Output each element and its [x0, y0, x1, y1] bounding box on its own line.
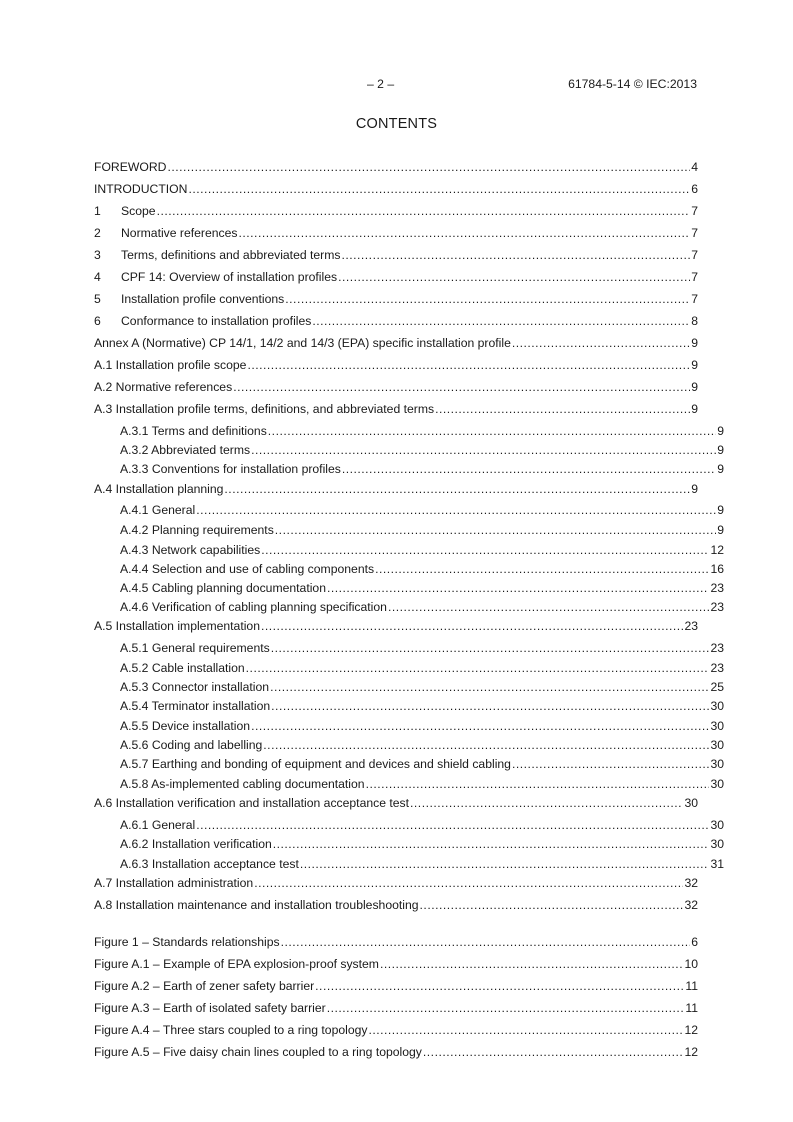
toc-entry-title: A.4.4 Selection and use of cabling components [120, 562, 375, 576]
toc-subentry[interactable] [94, 579, 724, 595]
dot-leader [338, 270, 690, 284]
toc-entry-number: 1 [94, 204, 101, 218]
toc-entry-number: 3 [94, 248, 101, 262]
dot-leader [263, 738, 709, 752]
figure-entry[interactable] [94, 933, 698, 949]
toc-entry-page: 30 [684, 796, 698, 810]
toc-entry-page: 12 [710, 543, 724, 557]
toc-subentry[interactable] [94, 560, 724, 576]
dot-leader [251, 719, 709, 733]
toc-subentry[interactable] [94, 816, 724, 832]
dot-leader [366, 777, 710, 791]
toc-entry-page: 7 [691, 204, 698, 218]
toc-entry[interactable] [94, 290, 698, 306]
toc-entry-title: A.4.1 General [120, 503, 196, 517]
toc-entry-title: Conformance to installation profiles [121, 314, 312, 328]
dot-leader [254, 876, 683, 890]
toc-entry[interactable] [94, 378, 698, 394]
dot-leader [300, 857, 710, 871]
dot-leader [327, 1001, 685, 1015]
toc-entry-page: 9 [717, 424, 724, 438]
toc-entry-title: A.6.3 Installation acceptance test [120, 857, 299, 871]
toc-subentry[interactable] [94, 835, 724, 851]
dot-leader [388, 600, 709, 614]
toc-entry-page: 30 [710, 818, 724, 832]
toc-entry-number: 6 [94, 314, 101, 328]
dot-leader [512, 757, 709, 771]
dot-leader [285, 292, 690, 306]
toc-entry-page: 23 [710, 641, 724, 655]
toc-entry[interactable] [94, 246, 698, 262]
figure-entry[interactable] [94, 977, 698, 993]
toc-subentry[interactable] [94, 697, 724, 713]
toc-entry[interactable] [94, 356, 698, 372]
figure-entry-title: Figure A.2 – Earth of zener safety barrier [94, 979, 315, 993]
toc-entry-title: A.6.1 General [120, 818, 196, 832]
dot-leader [261, 543, 709, 557]
toc-entry-page: 9 [691, 358, 698, 372]
toc-entry[interactable] [94, 874, 698, 890]
toc-entry-page: 9 [691, 402, 698, 416]
figure-entry-page: 12 [684, 1045, 698, 1059]
toc-entry-title: A.3.3 Conventions for installation profiles [120, 462, 341, 476]
toc-subentry[interactable] [94, 775, 724, 791]
toc-subentry[interactable] [94, 541, 724, 557]
toc-entry-page: 16 [710, 562, 724, 576]
toc-entry-title: A.3 Installation profile terms, definitions, and abbreviated terms [94, 402, 435, 416]
toc-entry-page: 9 [691, 336, 698, 350]
toc-entry-title: A.5.8 As-implemented cabling documentation [120, 777, 365, 791]
figure-entry-page: 12 [684, 1023, 698, 1037]
dot-leader [188, 182, 690, 196]
toc-entry-title: CPF 14: Overview of installation profiles [121, 270, 338, 284]
document-reference: 61784-5-14 © IEC:2013 [568, 77, 697, 91]
toc-subentry[interactable] [94, 717, 724, 733]
dot-leader [268, 424, 716, 438]
toc-entry[interactable] [94, 158, 698, 174]
toc-entry-page: 25 [710, 680, 724, 694]
figure-entry-page: 10 [684, 957, 698, 971]
page-number: – 2 – [367, 77, 395, 91]
toc-entry-page: 4 [691, 160, 698, 174]
toc-entry-title: A.1 Installation profile scope [94, 358, 247, 372]
toc-entry-page: 23 [710, 661, 724, 675]
toc-entry-page: 30 [710, 699, 724, 713]
dot-leader [410, 796, 683, 810]
toc-subentry[interactable] [94, 598, 724, 614]
toc-entry-title: A.5.2 Cable installation [120, 661, 245, 675]
toc-subentry[interactable] [94, 441, 724, 457]
toc-entry-title: A.8 Installation maintenance and installation troubleshooting [94, 898, 419, 912]
toc-entry[interactable] [94, 224, 698, 240]
dot-leader [420, 898, 684, 912]
toc-entry-page: 32 [684, 876, 698, 890]
toc-entry-page: 30 [710, 837, 724, 851]
toc-entry-title: A.5.6 Coding and labelling [120, 738, 263, 752]
toc-entry-title: A.3.2 Abbreviated terms [120, 443, 251, 457]
dot-leader [368, 1023, 683, 1037]
toc-entry-number: 2 [94, 226, 101, 240]
toc-entry-page: 23 [684, 619, 698, 633]
dot-leader [157, 204, 691, 218]
toc-entry-title: INTRODUCTION [94, 182, 188, 196]
toc-entry-page: 30 [710, 719, 724, 733]
toc-entry-page: 23 [710, 581, 724, 595]
toc-entry-title: A.5.4 Terminator installation [120, 699, 271, 713]
toc-subentry[interactable] [94, 501, 724, 517]
dot-leader [261, 619, 683, 633]
dot-leader [196, 503, 716, 517]
toc-entry-page: 31 [710, 857, 724, 871]
toc-entry-title: A.5 Installation implementation [94, 619, 260, 633]
dot-leader [275, 523, 716, 537]
dot-leader [233, 380, 690, 394]
toc-entry-title: A.4 Installation planning [94, 482, 224, 496]
figure-entry-title: Figure 1 – Standards relationships [94, 935, 280, 949]
toc-entry-title: A.6 Installation verification and installation acceptance test [94, 796, 410, 810]
toc-entry-page: 30 [710, 777, 724, 791]
page-title: CONTENTS [355, 116, 438, 132]
toc-entry-title: A.4.2 Planning requirements [120, 523, 274, 537]
toc-entry-title: A.3.1 Terms and definitions [120, 424, 267, 438]
toc-entry-title: A.4.5 Cabling planning documentation [120, 581, 326, 595]
toc-subentry[interactable] [94, 659, 724, 675]
toc-entry-page: 7 [691, 248, 698, 262]
toc-entry-title: A.5.1 General requirements [120, 641, 270, 655]
toc-entry-title: Annex A (Normative) CP 14/1, 14/2 and 14/3 (EPA) specific installation profile [94, 336, 511, 350]
figure-entry-page: 6 [691, 935, 698, 949]
dot-leader [281, 935, 691, 949]
figure-entry[interactable] [94, 1021, 698, 1037]
toc-entry[interactable] [94, 794, 698, 810]
toc-entry[interactable] [94, 400, 698, 416]
toc-entry-title: A.4.6 Verification of cabling planning specification [120, 600, 387, 614]
dot-leader [423, 1045, 684, 1059]
figure-entry-title: Figure A.4 – Three stars coupled to a ring topology [94, 1023, 368, 1037]
toc-entry-number: 5 [94, 292, 101, 306]
toc-entry-page: 7 [691, 226, 698, 240]
toc-entry-page: 9 [717, 462, 724, 476]
toc-entry-page: 32 [684, 898, 698, 912]
dot-leader [375, 562, 709, 576]
toc-entry-page: 30 [710, 738, 724, 752]
toc-subentry[interactable] [94, 639, 724, 655]
dot-leader [167, 160, 690, 174]
dot-leader [380, 957, 683, 971]
dot-leader [341, 248, 690, 262]
toc-entry[interactable] [94, 334, 698, 350]
figure-entry-title: Figure A.3 – Earth of isolated safety barrier [94, 1001, 326, 1015]
toc-subentry[interactable] [94, 755, 724, 771]
dot-leader [196, 818, 709, 832]
toc-entry-page: 6 [691, 182, 698, 196]
toc-subentry[interactable] [94, 855, 724, 871]
toc-entry-page: 9 [691, 482, 698, 496]
dot-leader [312, 314, 690, 328]
toc-entry[interactable] [94, 480, 698, 496]
dot-leader [271, 641, 710, 655]
toc-entry-number: 4 [94, 270, 101, 284]
toc-entry[interactable] [94, 896, 698, 912]
toc-subentry[interactable] [94, 460, 724, 476]
toc-entry-page: 9 [691, 380, 698, 394]
dot-leader [435, 402, 690, 416]
toc-entry[interactable] [94, 312, 698, 328]
figure-entry-title: Figure A.5 – Five daisy chain lines coupled to a ring topology [94, 1045, 422, 1059]
dot-leader [315, 979, 684, 993]
dot-leader [512, 336, 690, 350]
toc-entry-title: A.7 Installation administration [94, 876, 254, 890]
toc-entry-title: A.2 Normative references [94, 380, 233, 394]
toc-entry-title: Scope [121, 204, 156, 218]
dot-leader [271, 699, 709, 713]
toc-entry-title: A.5.5 Device installation [120, 719, 251, 733]
toc-entry-page: 7 [691, 292, 698, 306]
figure-entry-title: Figure A.1 – Example of EPA explosion-proof system [94, 957, 379, 971]
dot-leader [239, 226, 691, 240]
toc-entry-page: 7 [691, 270, 698, 284]
toc-entry-page: 9 [717, 523, 724, 537]
toc-entry-page: 8 [691, 314, 698, 328]
toc-entry-title: A.6.2 Installation verification [120, 837, 272, 851]
toc-subentry[interactable] [94, 678, 724, 694]
toc-subentry[interactable] [94, 422, 724, 438]
dot-leader [270, 680, 709, 694]
dot-leader [251, 443, 716, 457]
toc-entry-page: 9 [717, 503, 724, 517]
toc-entry-title: A.5.3 Connector installation [120, 680, 270, 694]
toc-entry-title: A.5.7 Earthing and bonding of equipment and devices and shield cabling [120, 757, 511, 771]
toc-entry-page: 9 [717, 443, 724, 457]
toc-entry-title: Terms, definitions and abbreviated terms [121, 248, 341, 262]
toc-entry-title: Normative references [121, 226, 238, 240]
figure-entry-page: 11 [685, 1001, 698, 1015]
toc-entry[interactable] [94, 268, 698, 284]
dot-leader [327, 581, 709, 595]
dot-leader [247, 358, 690, 372]
dot-leader [246, 661, 710, 675]
toc-entry-page: 23 [710, 600, 724, 614]
toc-subentry[interactable] [94, 736, 724, 752]
dot-leader [342, 462, 716, 476]
figure-entry[interactable] [94, 1043, 698, 1059]
figure-entry[interactable] [94, 955, 698, 971]
dot-leader [224, 482, 690, 496]
figure-entry-page: 11 [685, 979, 698, 993]
toc-entry[interactable] [94, 180, 698, 196]
toc-entry[interactable] [94, 202, 698, 218]
figure-entry[interactable] [94, 999, 698, 1015]
toc-entry-page: 30 [710, 757, 724, 771]
dot-leader [273, 837, 710, 851]
toc-subentry[interactable] [94, 521, 724, 537]
toc-entry-title: Installation profile conventions [121, 292, 285, 306]
toc-entry-title: FOREWORD [94, 160, 167, 174]
toc-entry[interactable] [94, 617, 698, 633]
toc-entry-title: A.4.3 Network capabilities [120, 543, 261, 557]
